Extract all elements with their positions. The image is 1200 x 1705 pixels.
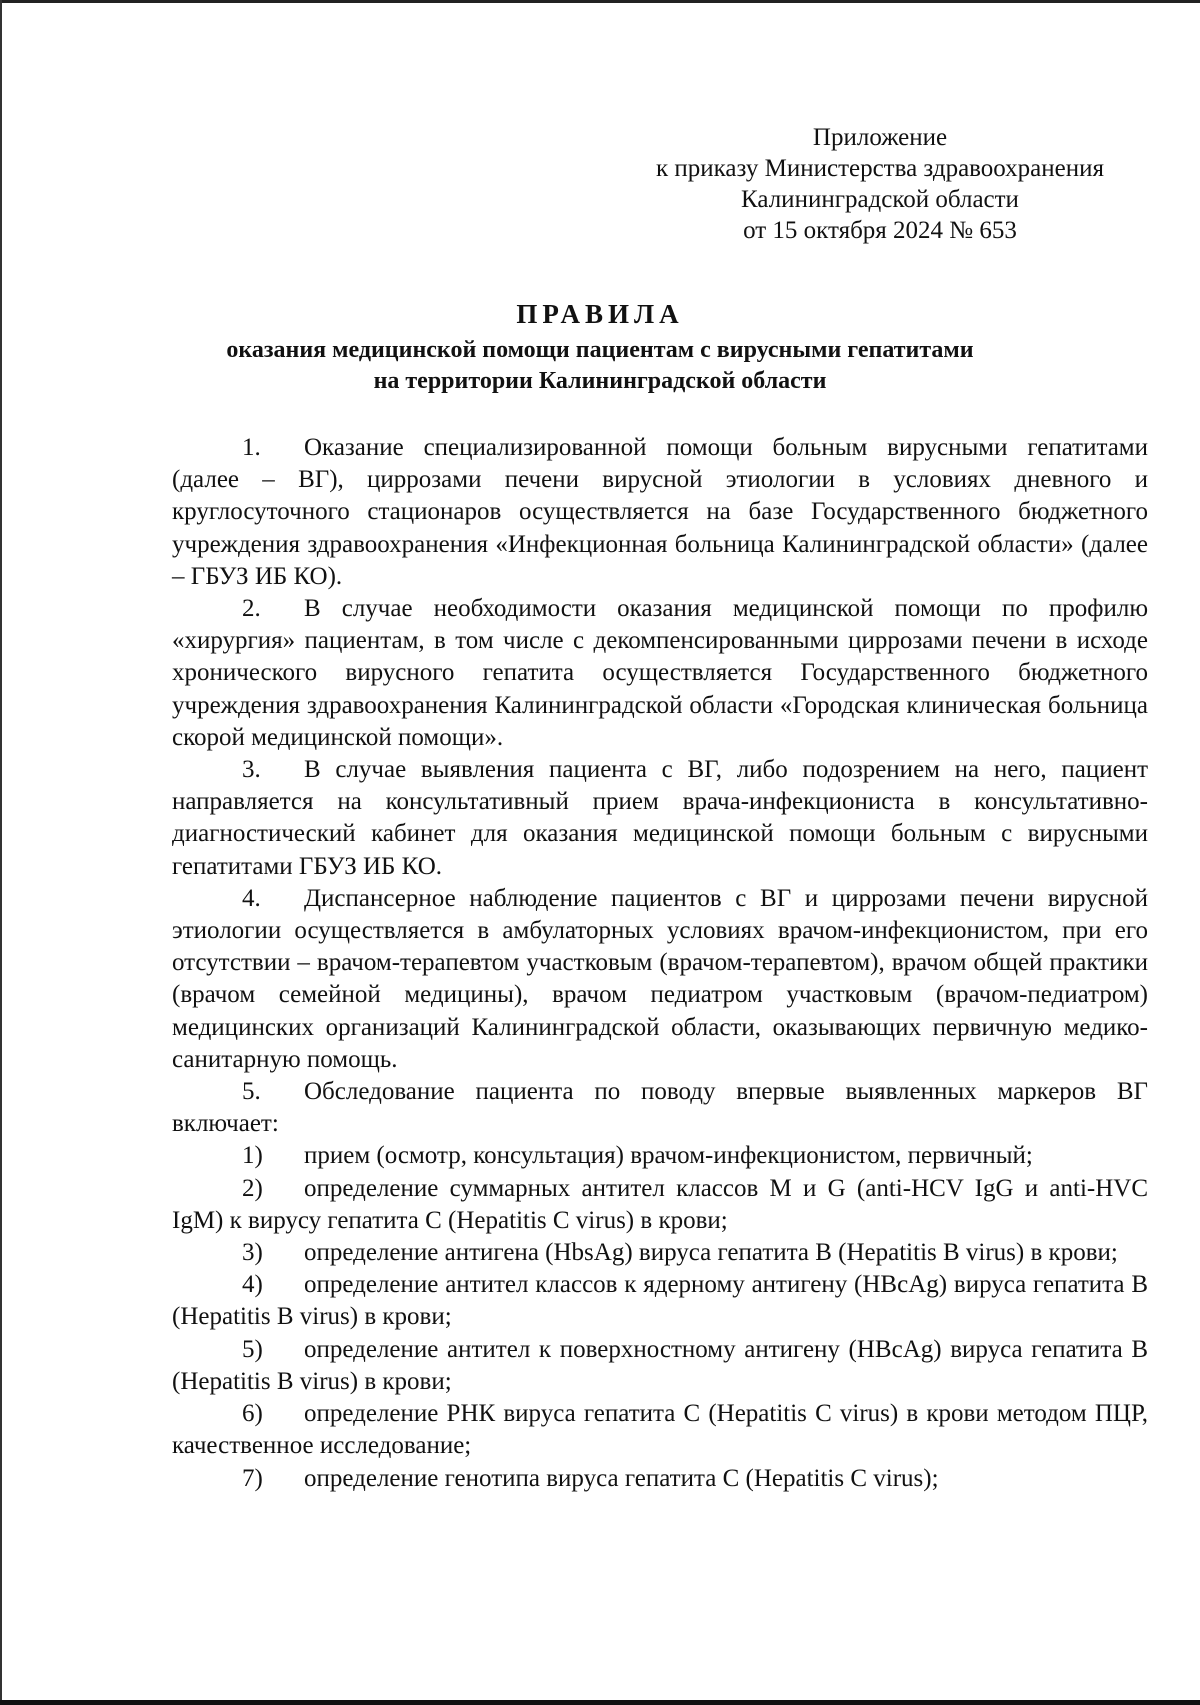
title-line-2: оказания медицинской помощи пациентам с вирусными гепатитами xyxy=(226,337,974,363)
paragraph-text: Диспансерное наблюдение пациентов с ВГ и циррозами печени вирусной этиологии осуществляется в амбулаторных условиях врачом-инфекционистом, при его отсутствии – врачом-терапевтом участковым (врачом-терапевтом), врачом общей практики (врачом семейной медицины), врачом педиатром участковым (врачом-педиатром) медицинских организаций Калининградской области, оказывающих первичную медико-санитарную помощь. xyxy=(172,884,1148,1073)
paragraph-number: 4. xyxy=(242,884,261,912)
list-item-6 xyxy=(172,1398,1148,1462)
paragraph-1 xyxy=(172,432,1148,593)
appendix-line-2: к приказу Министерства здравоохранения xyxy=(655,155,1105,182)
paragraph-4 xyxy=(172,883,1148,1076)
paragraph-number: 1. xyxy=(242,434,261,461)
list-item-text: определение суммарных антител классов M и G (anti-HCV IgG и anti-HVC IgM) к вирусу гепатита C (Hepatitis C virus) в крови; xyxy=(172,1174,1148,1234)
paragraph-text: Оказание специализированной помощи больным вирусными гепатитами (далее – ВГ), циррозами печени вирусной этиологии в условиях дневного и круглосуточного стационаров осуществляется на базе Государственного бюджетного учреждения здравоохранения «Инфекционная больница Калининградской области» (далее – ГБУЗ ИБ КО). xyxy=(172,434,1148,590)
list-item-5 xyxy=(172,1334,1148,1398)
appendix-line-1: Приложение xyxy=(812,124,948,151)
list-item-text: определение антигена (HbsAg) вируса гепатита B (Hepatitis B virus) в крови; xyxy=(304,1239,1118,1267)
paragraph-number: 3. xyxy=(242,756,261,784)
list-item-7 xyxy=(172,1463,1148,1495)
list-item-number: 1) xyxy=(242,1142,263,1170)
list-item-number: 2) xyxy=(242,1174,263,1202)
scan-edge-bottom xyxy=(0,1700,1200,1705)
paragraph-number: 5. xyxy=(242,1078,261,1106)
document-title xyxy=(150,296,1050,397)
title-main: ПРАВИЛА xyxy=(516,299,684,329)
appendix-header xyxy=(620,122,1140,246)
list-item-text: прием (осмотр, консультация) врачом-инфекционистом, первичный; xyxy=(304,1142,1033,1170)
paragraph-text: Обследование пациента по поводу впервые выявленных маркеров ВГ включает: xyxy=(172,1078,1148,1138)
title-line-3: на территории Калининградской области xyxy=(373,368,827,394)
paragraph-5 xyxy=(172,1076,1148,1140)
appendix-line-4: от 15 октября 2024 № 653 xyxy=(743,217,1017,244)
list-item-2 xyxy=(172,1173,1148,1237)
list-item-text: определение антител классов к ядерному антигену (HBcAg) вируса гепатита B (Hepatitis B virus) в крови; xyxy=(172,1271,1148,1331)
paragraph-3 xyxy=(172,754,1148,883)
appendix-line-3: Калининградской области xyxy=(741,186,1019,213)
document-body xyxy=(172,432,1148,1495)
scan-edge-left xyxy=(0,0,2,1705)
list-item-number: 7) xyxy=(242,1464,263,1492)
list-item-text: определение антител к поверхностному антигену (HBcAg) вируса гепатита B (Hepatitis B virus) в крови; xyxy=(172,1335,1148,1395)
list-item-1 xyxy=(172,1140,1148,1172)
paragraph-text: В случае выявления пациента с ВГ, либо подозрением на него, пациент направляется на консультативный прием врача-инфекциониста в консультативно-диагностический кабинет для оказания медицинской помощи больным с вирусными гепатитами ГБУЗ ИБ КО. xyxy=(172,756,1148,880)
paragraph-text: В случае необходимости оказания медицинской помощи по профилю «хирургия» пациентам, в том числе с декомпенсированными циррозами печени в исходе хронического вирусного гепатита осуществляется Государственного бюджетного учреждения здравоохранения Калининградской области «Городская клиническая больница скорой медицинской помощи». xyxy=(172,595,1148,751)
list-item-4 xyxy=(172,1269,1148,1333)
list-item-3 xyxy=(172,1237,1148,1269)
scan-edge-top xyxy=(0,0,1200,3)
list-item-number: 4) xyxy=(242,1271,263,1299)
paragraph-number: 2. xyxy=(242,595,261,623)
list-item-number: 6) xyxy=(242,1400,263,1428)
list-item-number: 5) xyxy=(242,1335,263,1363)
list-item-text: определение РНК вируса гепатита C (Hepatitis C virus) в крови методом ПЦР, качественное исследование; xyxy=(172,1400,1148,1460)
list-item-text: определение генотипа вируса гепатита C (Hepatitis C virus); xyxy=(304,1464,939,1492)
paragraph-2 xyxy=(172,593,1148,754)
list-item-number: 3) xyxy=(242,1239,263,1267)
